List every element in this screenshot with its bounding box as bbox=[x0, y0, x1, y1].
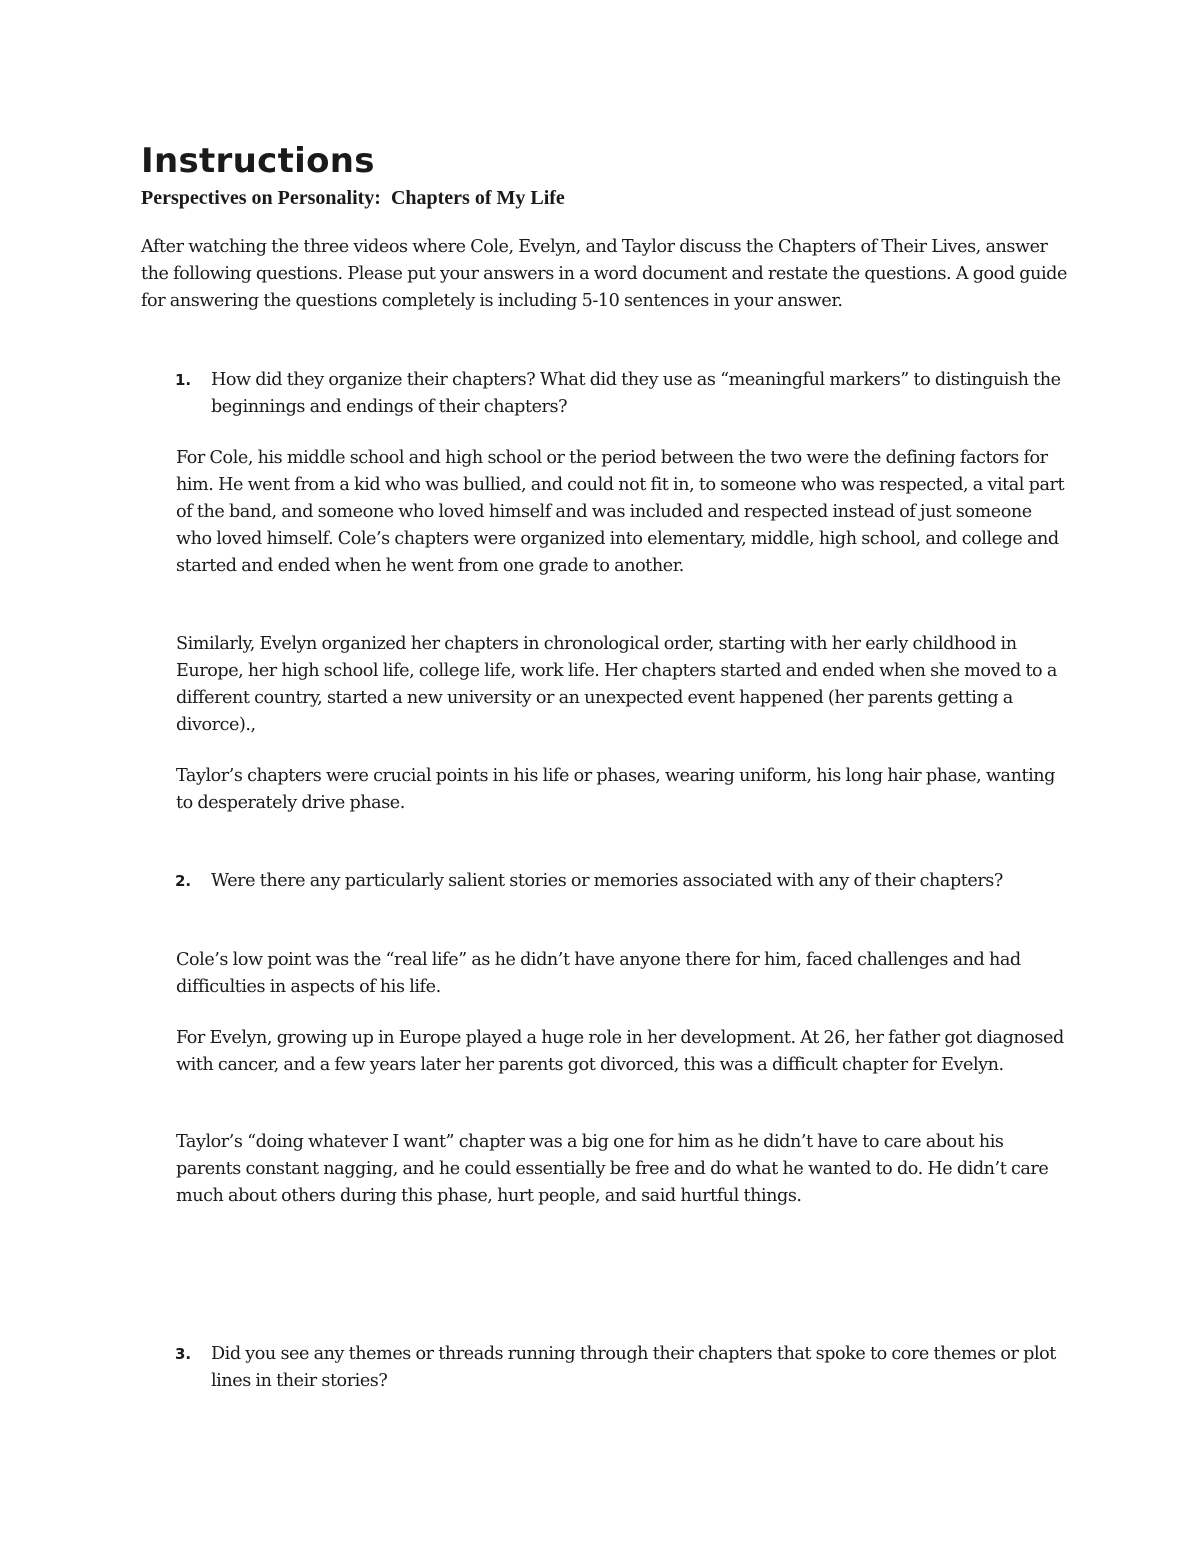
answer-paragraph: Taylor’s “doing whatever I want” chapter was a big one for him as he didn’t have to care about his parents constant nagging, and he could essentially be free and do what he wanted to do. He didn’t care much about others during this phase, hurt people, and said hurtful things. bbox=[176, 1132, 1049, 1206]
question-text: How did they organize their chapters? What did they use as “meaningful markers” to distinguish the beginnings and endings of their chapters? bbox=[211, 370, 1061, 417]
page-subtitle: Perspectives on Personality: Chapters of My Life bbox=[141, 187, 565, 209]
question-number: 3. bbox=[175, 1345, 192, 1363]
answer-paragraph: For Cole, his middle school and high school or the period between the two were the defining factors for him. He went from a kid who was bullied, and could not fit in, to someone who was respected, a vital part of the band, and someone who loved himself and was included and respected instead of just someone who loved himself. Cole’s chapters were organized into elementary, middle, high school, and college and started and ended when he went from one grade to another. bbox=[176, 448, 1065, 576]
intro-paragraph: After watching the three videos where Cole, Evelyn, and Taylor discuss the Chapters of Their Lives, answer the following questions. Please put your answers in a word document and restate the questions. A good guide for answering the questions completely is including 5-10 sentences in your answer. bbox=[141, 237, 1067, 311]
question-text: Were there any particularly salient stories or memories associated with any of their chapters? bbox=[211, 871, 1003, 891]
question-number: 1. bbox=[175, 371, 192, 389]
question-text: Did you see any themes or threads running through their chapters that spoke to core themes or plot lines in their stories? bbox=[211, 1344, 1056, 1391]
answer-paragraph: Similarly, Evelyn organized her chapters in chronological order, starting with her early childhood in Europe, her high school life, college life, work life. Her chapters started and ended when she moved to a different country, started a new university or an unexpected event happened (her parents getting a divorce)., bbox=[176, 634, 1057, 735]
answer-paragraph: Taylor’s chapters were crucial points in his life or phases, wearing uniform, his long hair phase, wanting to desperately drive phase. bbox=[176, 766, 1055, 813]
answer-paragraph: For Evelyn, growing up in Europe played a huge role in her development. At 26, her father got diagnosed with cancer, and a few years later her parents got divorced, this was a difficult chapter for Evelyn. bbox=[176, 1028, 1064, 1075]
answer-paragraph: Cole’s low point was the “real life” as he didn’t have anyone there for him, faced challenges and had difficulties in aspects of his life. bbox=[176, 950, 1021, 997]
question-number: 2. bbox=[175, 872, 192, 890]
page-title: Instructions bbox=[141, 141, 375, 181]
